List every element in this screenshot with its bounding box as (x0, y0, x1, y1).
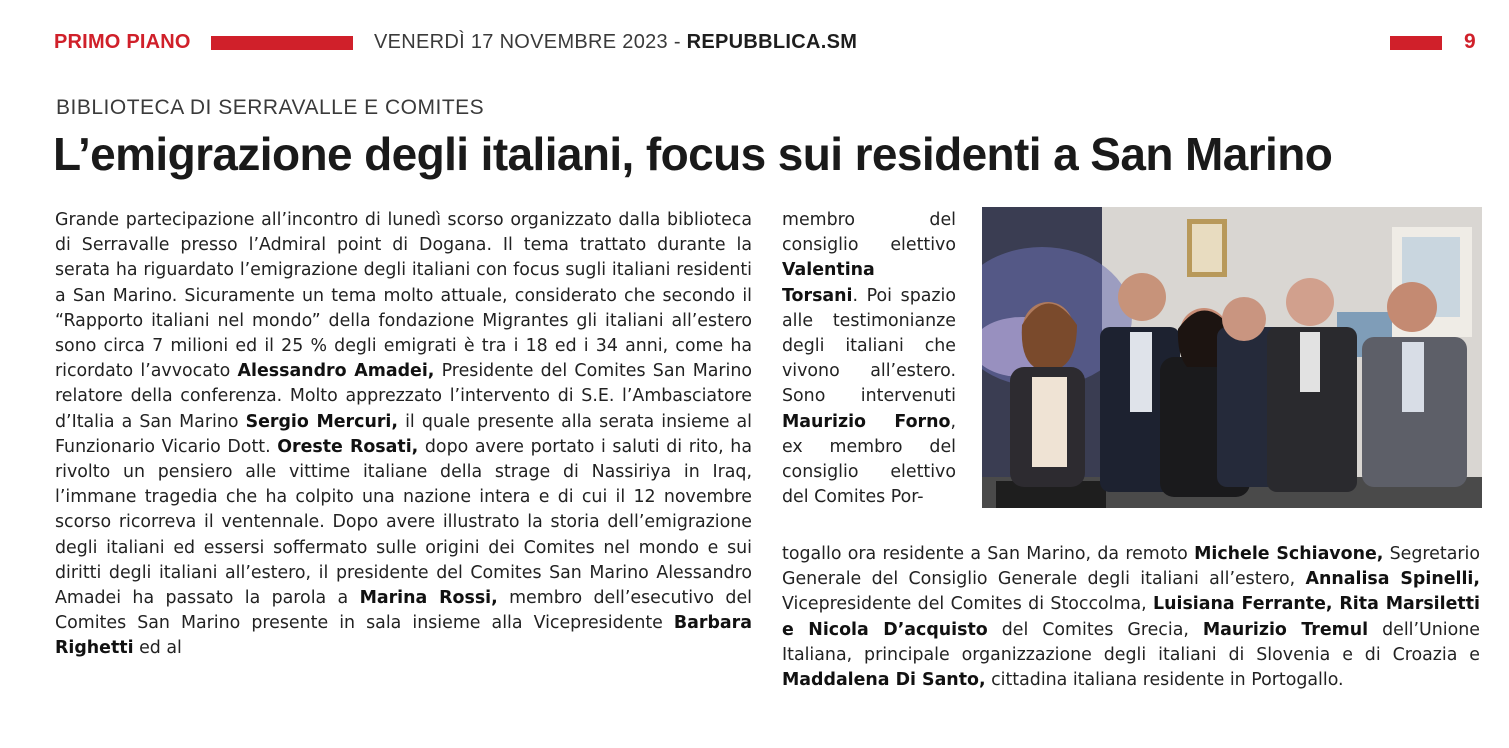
text-run: dell’Unione Italiana, principale organizzazione degli italiani di Slovenia e di Croazia e (782, 619, 1480, 665)
header-red-bar-right (1390, 36, 1442, 50)
article-column-1 (55, 208, 752, 748)
text-run: . Poi spazio alle testimonianze degli italiani che vivono all’estero. Sono intervenuti (782, 285, 956, 407)
bold-name: Sergio Mercuri, (245, 411, 398, 432)
text-run: dopo avere portato i saluti di rito, ha rivolto un pensiero alle vittime italiane della strage di Nassiriya in Iraq, l’immane tragedia che ha colpito una nazione intera e di cui il 12 novembre scorso ricorreva il ventennale. Dopo avere illustrato la storia dell’emigrazione degli italiani ed essersi soffermato sulle origini dei Comites nel mondo e sui diritti degli italiani all’estero, il presidente del Comites San Marino Alessandro Amadei ha passato la parola a (55, 436, 752, 609)
date-text: VENERDÌ 17 NOVEMBRE 2023 - (374, 31, 687, 53)
page-header (0, 0, 1509, 60)
text-run: ed al (133, 638, 182, 659)
text-run: Segretario Generale del Consiglio Generale degli italiani all’estero, (782, 544, 1480, 590)
section-label: PRIMO PIANO (54, 31, 191, 53)
bold-name: Alessandro Amadei, (237, 361, 435, 382)
article-photo (982, 207, 1482, 508)
text-run: Vicepresidente del Comites di Stoccolma, (782, 594, 1154, 615)
text-run: cittadina italiana residente in Portogallo. (985, 670, 1344, 691)
article-column-2-bottom (782, 542, 1480, 742)
bold-name: Oreste Rosati, (277, 436, 419, 457)
text-run: , ex membro del consiglio elettivo del Comites Por- (782, 411, 956, 508)
bold-name: Maurizio Tremul (1202, 619, 1369, 640)
bold-name: Barbara Righetti (55, 613, 752, 659)
bold-name: Luisiana Ferrante, Rita Marsiletti e Nicola D’acquisto (782, 594, 1480, 640)
text-run: il quale presente alla serata insieme al Funzionario Vicario Dott. (55, 411, 752, 457)
article-kicker: BIBLIOTECA DI SERRAVALLE E COMITES (56, 96, 485, 119)
bold-name: Annalisa Spinelli, (1305, 569, 1480, 590)
page-number: 9 (1464, 30, 1476, 53)
text-run: membro dell’esecutivo del Comites San Marino presente in sala insieme alla Vicepresidente (55, 588, 752, 634)
text-run: del Comites Grecia, (987, 619, 1203, 640)
bold-name: Valentina Torsani (782, 260, 875, 306)
text-run: Grande partecipazione all’incontro di lunedì scorso organizzato dalla biblioteca di Serravalle presso l’Admiral point di Dogana. Il tema trattato durante la serata ha riguardato l’emigrazione degli italiani con focus sugli italiani residenti a San Marino. Sicuramente un tema molto attuale, considerato che secondo il “Rapporto italiani nel mondo” della fondazione Migrantes gli italiani all’estero sono circa 7 milioni ed il 25 % degli emigrati è tra i 18 ed i 34 anni, come ha ricordato l’avvocato (55, 210, 752, 382)
text-run: togallo ora residente a San Marino, da remoto (782, 544, 1195, 564)
bold-name: Maddalena Di Santo, (782, 670, 986, 691)
bold-name: Maurizio Forno (782, 411, 951, 432)
article-column-2-top (782, 208, 956, 540)
bold-name: Michele Schiavone, (1194, 544, 1384, 564)
group-photo-illustration (982, 207, 1482, 508)
bold-name: Marina Rossi, (359, 588, 498, 609)
text-run: Presidente del Comites San Marino relatore della conferenza. Molto apprezzato l’intervento di S.E. l’Ambasciatore d’Italia a San Marino (55, 361, 752, 432)
dateline (374, 31, 857, 54)
header-red-bar-left (211, 36, 353, 50)
site-name: REPUBBLICA.SM (686, 31, 858, 53)
text-run: membro del consiglio elettivo (782, 210, 956, 256)
article-headline: L’emigrazione degli italiani, focus sui residenti a San Marino (53, 128, 1333, 180)
